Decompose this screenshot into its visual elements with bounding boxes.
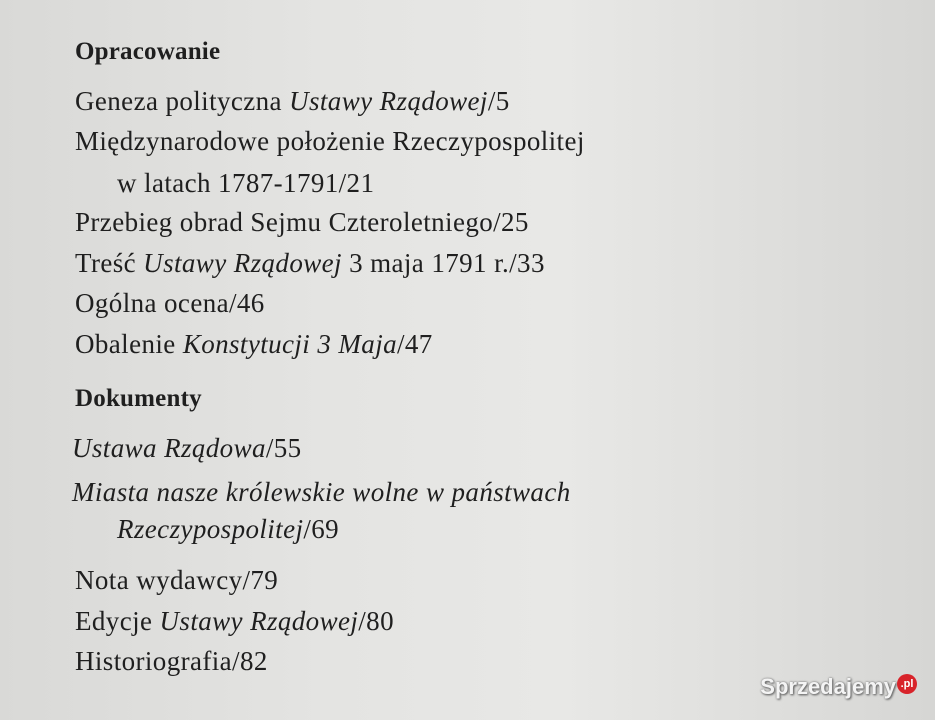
watermark-badge: .pl xyxy=(897,674,917,694)
toc-entry xyxy=(75,565,278,596)
watermark-text: Sprzedajemy xyxy=(760,674,896,699)
toc-entry-text: Treść xyxy=(75,248,144,278)
toc-entry-page: /55 xyxy=(265,433,302,463)
toc-entry-page: /47 xyxy=(397,329,433,359)
toc-entry-page: /5 xyxy=(487,86,510,116)
toc-entry-text: Historiografia/82 xyxy=(75,646,268,676)
toc-entry-text: Edycje xyxy=(75,606,160,636)
toc-entry-text: Obalenie xyxy=(75,329,183,359)
toc-entry xyxy=(75,288,265,319)
toc-entry xyxy=(75,329,433,360)
toc-entry-text: Nota wydawcy/79 xyxy=(75,565,279,595)
toc-entry-continuation xyxy=(117,514,339,545)
toc-entry xyxy=(72,433,302,464)
toc-entry xyxy=(75,86,510,117)
toc-entry xyxy=(75,207,529,238)
toc-entry-text: Ogólna ocena/46 xyxy=(75,288,265,318)
toc-entry-page: 3 maja 1791 r./33 xyxy=(341,248,545,278)
watermark-logo xyxy=(760,674,917,700)
toc-entry-italic: Konstytucji 3 Maja xyxy=(182,329,397,359)
toc-entry-italic: Ustawy Rządowej xyxy=(143,248,342,278)
toc-entry-page: /69 xyxy=(303,514,340,544)
toc-entry xyxy=(75,606,394,637)
toc-entry xyxy=(72,477,571,508)
toc-entry-italic: Ustawa Rządowa xyxy=(72,433,266,463)
heading-opracowanie: Opracowanie xyxy=(75,38,221,65)
toc-entry-text: Międzynarodowe położenie Rzeczypospolitej xyxy=(75,126,585,156)
toc-entry-italic: Ustawy Rządowej xyxy=(159,606,359,636)
toc-entry xyxy=(75,646,268,677)
toc-entry-text: Przebieg obrad Sejmu Czteroletniego/25 xyxy=(75,207,529,237)
toc-entry-italic: Rzeczypospolitej xyxy=(117,514,304,544)
toc-entry-continuation xyxy=(117,168,374,199)
toc-entry-italic: Ustawy Rządowej xyxy=(289,86,488,116)
toc-entry-text: Geneza polityczna xyxy=(75,86,290,116)
toc-entry xyxy=(75,126,585,157)
toc-entry xyxy=(75,248,545,279)
toc-entry-page: /80 xyxy=(358,606,394,636)
heading-dokumenty: Dokumenty xyxy=(75,385,202,412)
toc-entry-text: w latach 1787-1791/21 xyxy=(117,168,375,198)
toc-entry-italic: Miasta nasze królewskie wolne w państwach xyxy=(72,477,571,507)
